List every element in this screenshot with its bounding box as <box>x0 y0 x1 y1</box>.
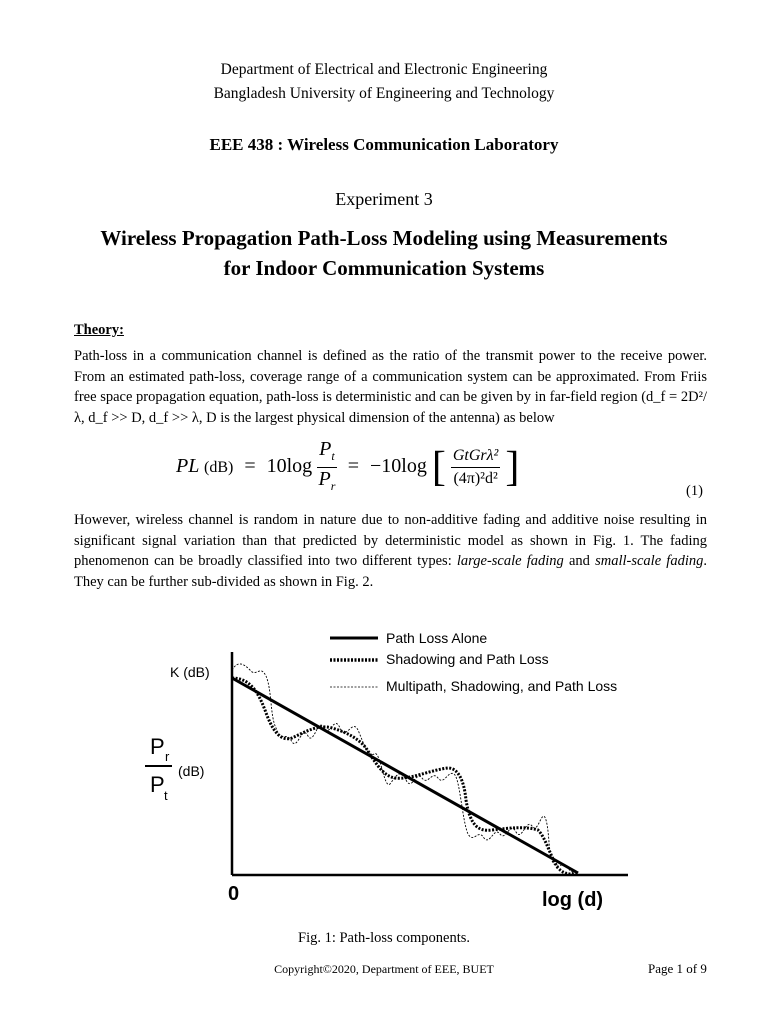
legend-label-shadowing: Shadowing and Path Loss <box>386 651 549 667</box>
y-tick-k-db: K (dB) <box>170 664 210 680</box>
footer-copyright: Copyright©2020, Department of EEE, BUET <box>274 962 494 976</box>
y-label-unit: (dB) <box>178 763 205 779</box>
y-label-pt: P <box>150 772 165 797</box>
course-title: EEE 438 : Wireless Communication Laboratory <box>209 135 559 154</box>
equation-number: (1) <box>686 483 703 499</box>
eq-right-bracket: ] <box>505 444 520 491</box>
footer-page-number: Page 1 of 9 <box>648 961 707 976</box>
eq-den1: P <box>318 468 331 490</box>
x-axis-label: log (d) <box>542 889 604 911</box>
y-label-pr-sub: r <box>165 749 170 764</box>
legend-label-multipath: Multipath, Shadowing, and Path Loss <box>386 678 618 694</box>
eq-num2: GtGrλ² <box>451 445 501 468</box>
para2-small-scale: small-scale fading <box>595 553 704 569</box>
eq-equals-2: = <box>347 455 359 478</box>
figure-caption: Fig. 1: Path-loss components. <box>298 930 470 946</box>
department-name: Department of Electrical and Electronic Engineering <box>220 61 548 78</box>
eq-lhs: PL <box>176 455 199 478</box>
legend-label-path-loss: Path Loss Alone <box>386 630 488 646</box>
eq-num1: P <box>319 438 332 460</box>
para2-mid: and <box>563 553 596 569</box>
multipath-curve <box>232 664 578 873</box>
eq-unit: (dB) <box>203 459 234 477</box>
eq-coef-1: 10log <box>266 455 313 478</box>
y-label-pr: P <box>150 734 165 759</box>
figure-path-loss-components <box>0 620 768 920</box>
path-loss-equation <box>176 438 519 497</box>
path-loss-line <box>232 678 578 873</box>
document-title-line2: for Indoor Communication Systems <box>223 256 545 280</box>
eq-coef-2: −10log <box>370 455 427 478</box>
eq-den1-sub: r <box>330 479 336 493</box>
para2-end: . They can be further sub-divided as shown in Fig. 2. <box>74 553 707 590</box>
eq-fraction-1 <box>317 438 337 497</box>
eq-left-bracket: [ <box>431 444 446 491</box>
theory-paragraph-2 <box>74 510 707 592</box>
para2-large-scale: large-scale fading <box>456 553 564 569</box>
eq-den2: (4π)²d² <box>453 470 498 487</box>
theory-heading: Theory: <box>74 322 124 338</box>
university-name: Bangladesh University of Engineering and Technology <box>213 85 555 102</box>
y-label-pt-sub: t <box>164 788 168 803</box>
theory-paragraph-1: Path-loss in a communication channel is defined as the ratio of the transmit power to the receive power. From an estimated path-loss, coverage range of a communication system can be approximated. From Friis free space propagation equation, path-loss is deterministic and can be given by in far-field region (d_f = 2D²/λ, d_f >> D, d_f >> λ, D is the largest physical dimension of the antenna) as below <box>74 348 707 426</box>
eq-num1-sub: t <box>331 449 335 463</box>
eq-fraction-2 <box>451 445 501 490</box>
eq-equals-1: = <box>244 455 256 478</box>
para2-start: However, wireless channel is random in nature due to non-additive fading and additive noise resulting in significant signal variation than that predicted by deterministic model as shown in Fig. 1. The fading phenomenon can be broadly classified into two different types: <box>74 512 707 569</box>
origin-label: 0 <box>228 883 240 905</box>
document-title-line1: Wireless Propagation Path-Loss Modeling using Measurements <box>100 226 668 250</box>
experiment-number: Experiment 3 <box>335 189 433 209</box>
